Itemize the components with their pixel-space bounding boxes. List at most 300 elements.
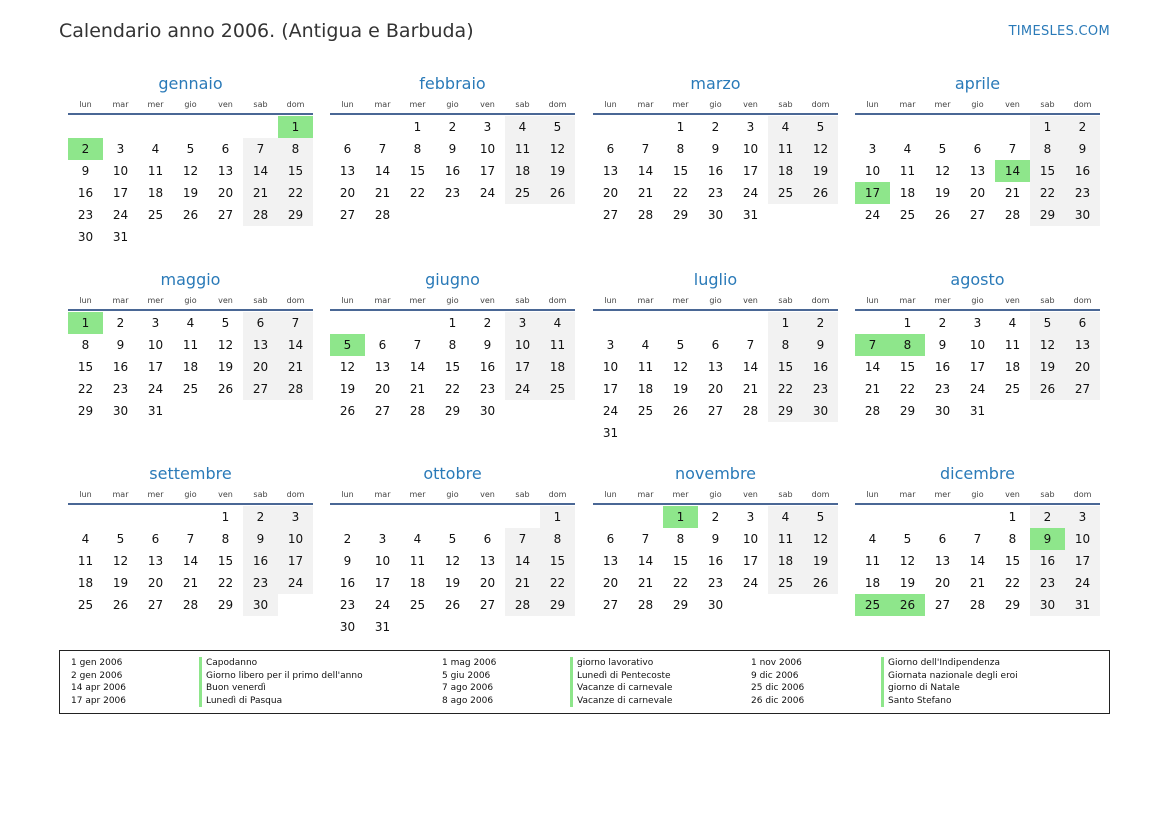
day-cell: 27 bbox=[707, 404, 724, 418]
day-cell: 12 bbox=[803, 528, 838, 550]
day-cell: 25 bbox=[768, 182, 803, 204]
weekday-label: sab bbox=[515, 296, 530, 305]
day-cell: 23 bbox=[77, 208, 94, 222]
weekday-label: mar bbox=[374, 100, 391, 109]
empty-cell bbox=[855, 116, 890, 138]
day-cell: 6 bbox=[973, 142, 982, 156]
day-cell: 2 bbox=[803, 312, 838, 334]
legend-holiday-name: Buon venerdì bbox=[199, 682, 266, 695]
legend-holiday-name: Vacanze di carnevale bbox=[570, 695, 672, 708]
legend-holiday-name: Capodanno bbox=[199, 657, 257, 670]
holiday-day: 1 bbox=[278, 116, 313, 138]
weekday-label: mer bbox=[147, 100, 164, 109]
month-name: agosto bbox=[950, 270, 1005, 289]
day-cell: 3 bbox=[116, 142, 125, 156]
day-cell: 10 bbox=[505, 334, 540, 356]
day-cell: 23 bbox=[444, 186, 461, 200]
day-cell: 24 bbox=[479, 186, 496, 200]
day-cell: 29 bbox=[768, 400, 803, 422]
day-cell: 24 bbox=[602, 404, 619, 418]
day-cell: 16 bbox=[1030, 550, 1065, 572]
day-cell: 8 bbox=[676, 532, 685, 546]
day-cell: 10 bbox=[742, 142, 759, 156]
day-cell: 11 bbox=[1004, 338, 1021, 352]
day-cell: 25 bbox=[540, 378, 575, 400]
day-cell: 2 bbox=[711, 510, 720, 524]
day-cell: 18 bbox=[864, 576, 881, 590]
weekday-label: mer bbox=[934, 100, 951, 109]
empty-cell bbox=[330, 506, 365, 528]
weekday-label: lun bbox=[866, 490, 879, 499]
month-name: maggio bbox=[160, 270, 221, 289]
month-name: giugno bbox=[425, 270, 480, 289]
month-name: dicembre bbox=[939, 464, 1016, 483]
weekday-label: lun bbox=[79, 296, 92, 305]
day-cell: 10 bbox=[864, 164, 881, 178]
day-cell: 10 bbox=[278, 528, 313, 550]
empty-cell bbox=[400, 312, 435, 334]
day-cell: 21 bbox=[637, 576, 654, 590]
legend-date: 8 ago 2006 bbox=[442, 695, 494, 706]
weekday-label: mer bbox=[409, 100, 426, 109]
weekday-label: sab bbox=[253, 296, 268, 305]
day-cell: 31 bbox=[742, 208, 759, 222]
day-cell: 6 bbox=[606, 532, 615, 546]
brand-link[interactable]: TIMESLES.COM bbox=[1008, 24, 1110, 39]
empty-cell bbox=[330, 116, 365, 138]
month-novembre bbox=[593, 463, 838, 616]
month-aprile bbox=[855, 73, 1100, 226]
day-cell: 7 bbox=[413, 338, 422, 352]
weekday-label: ven bbox=[218, 100, 233, 109]
day-cell: 8 bbox=[1030, 138, 1065, 160]
legend-date: 7 ago 2006 bbox=[442, 683, 494, 694]
legend-date: 9 dic 2006 bbox=[751, 670, 799, 681]
weekday-label: ven bbox=[218, 296, 233, 305]
day-cell: 6 bbox=[378, 338, 387, 352]
weekday-label: mar bbox=[899, 100, 916, 109]
month-ottobre bbox=[330, 463, 575, 638]
day-cell: 31 bbox=[374, 620, 391, 634]
day-cell: 18 bbox=[505, 160, 540, 182]
day-cell: 5 bbox=[676, 338, 685, 352]
day-cell: 29 bbox=[1030, 204, 1065, 226]
day-cell: 19 bbox=[339, 382, 356, 396]
weekday-header bbox=[855, 291, 1100, 311]
day-cell: 10 bbox=[479, 142, 496, 156]
day-cell: 18 bbox=[768, 160, 803, 182]
day-cell: 26 bbox=[112, 598, 129, 612]
empty-cell bbox=[103, 506, 138, 528]
day-cell: 14 bbox=[278, 334, 313, 356]
day-cell: 31 bbox=[602, 426, 619, 440]
empty-cell bbox=[960, 116, 995, 138]
legend-date: 1 mag 2006 bbox=[442, 658, 497, 668]
weekday-label: gio bbox=[446, 296, 459, 305]
day-cell: 30 bbox=[707, 208, 724, 222]
weekday-label: lun bbox=[79, 490, 92, 499]
weekday-label: lun bbox=[341, 296, 354, 305]
legend-date: 1 nov 2006 bbox=[751, 658, 802, 668]
weekday-label: dom bbox=[811, 490, 830, 499]
day-cell: 4 bbox=[81, 532, 90, 546]
empty-cell bbox=[855, 312, 890, 334]
month-name: febbraio bbox=[419, 74, 486, 93]
weekday-label: gio bbox=[446, 490, 459, 499]
weekday-label: sab bbox=[1040, 490, 1055, 499]
month-name: marzo bbox=[690, 74, 741, 93]
day-cell: 2 bbox=[483, 316, 492, 330]
day-cell: 3 bbox=[746, 120, 755, 134]
day-cell: 15 bbox=[278, 160, 313, 182]
weekday-label: ven bbox=[218, 490, 233, 499]
day-cell: 1 bbox=[540, 506, 575, 528]
weekday-label: sab bbox=[778, 100, 793, 109]
empty-cell bbox=[890, 116, 925, 138]
day-cell: 6 bbox=[343, 142, 352, 156]
day-cell: 13 bbox=[243, 334, 278, 356]
weekday-label: mar bbox=[899, 490, 916, 499]
month-luglio bbox=[593, 269, 838, 444]
holiday-day: 7 bbox=[855, 334, 890, 356]
day-cell: 15 bbox=[768, 356, 803, 378]
day-cell: 27 bbox=[147, 598, 164, 612]
day-cell: 21 bbox=[243, 182, 278, 204]
day-cell: 9 bbox=[116, 338, 125, 352]
day-cell: 19 bbox=[444, 576, 461, 590]
day-grid bbox=[593, 116, 838, 226]
day-cell: 7 bbox=[186, 532, 195, 546]
day-grid bbox=[593, 312, 838, 444]
day-cell: 1 bbox=[448, 316, 457, 330]
empty-cell bbox=[400, 506, 435, 528]
day-cell: 19 bbox=[540, 160, 575, 182]
day-cell: 28 bbox=[505, 594, 540, 616]
weekday-header bbox=[68, 291, 313, 311]
weekday-label: mer bbox=[934, 490, 951, 499]
day-cell: 18 bbox=[768, 550, 803, 572]
day-cell: 29 bbox=[217, 598, 234, 612]
day-cell: 27 bbox=[1065, 378, 1100, 400]
holiday-day: 25 bbox=[855, 594, 890, 616]
day-cell: 28 bbox=[864, 404, 881, 418]
day-cell: 10 bbox=[969, 338, 986, 352]
day-cell: 28 bbox=[742, 404, 759, 418]
day-cell: 4 bbox=[186, 316, 195, 330]
day-cell: 3 bbox=[278, 506, 313, 528]
empty-cell bbox=[470, 506, 505, 528]
day-cell: 26 bbox=[803, 572, 838, 594]
day-cell: 8 bbox=[448, 338, 457, 352]
day-grid bbox=[855, 312, 1100, 422]
legend-holiday-name: Giorno dell'Indipendenza bbox=[881, 657, 1000, 670]
day-cell: 17 bbox=[1065, 550, 1100, 572]
day-cell: 2 bbox=[116, 316, 125, 330]
day-grid bbox=[68, 116, 313, 248]
day-cell: 23 bbox=[479, 382, 496, 396]
day-cell: 16 bbox=[707, 554, 724, 568]
day-cell: 19 bbox=[934, 186, 951, 200]
day-cell: 1 bbox=[768, 312, 803, 334]
day-cell: 2 bbox=[343, 532, 352, 546]
day-cell: 13 bbox=[479, 554, 496, 568]
day-cell: 25 bbox=[1004, 382, 1021, 396]
day-cell: 12 bbox=[899, 554, 916, 568]
day-cell: 5 bbox=[1030, 312, 1065, 334]
weekday-label: gio bbox=[446, 100, 459, 109]
day-cell: 17 bbox=[742, 164, 759, 178]
empty-cell bbox=[138, 116, 173, 138]
day-cell: 11 bbox=[768, 528, 803, 550]
day-cell: 19 bbox=[217, 360, 234, 374]
day-cell: 6 bbox=[938, 532, 947, 546]
weekday-label: dom bbox=[1073, 100, 1092, 109]
weekday-label: mar bbox=[112, 490, 129, 499]
day-cell: 17 bbox=[602, 382, 619, 396]
day-cell: 13 bbox=[602, 554, 619, 568]
month-febbraio bbox=[330, 73, 575, 226]
holiday-day: 1 bbox=[68, 312, 103, 334]
day-cell: 5 bbox=[186, 142, 195, 156]
day-cell: 18 bbox=[540, 356, 575, 378]
day-cell: 27 bbox=[602, 598, 619, 612]
day-cell: 7 bbox=[641, 532, 650, 546]
day-cell: 14 bbox=[182, 554, 199, 568]
day-cell: 24 bbox=[505, 378, 540, 400]
day-grid bbox=[68, 312, 313, 422]
day-cell: 21 bbox=[278, 356, 313, 378]
month-name: novembre bbox=[674, 464, 757, 483]
day-cell: 29 bbox=[540, 594, 575, 616]
day-cell: 2 bbox=[938, 316, 947, 330]
weekday-label: lun bbox=[341, 490, 354, 499]
holiday-day: 2 bbox=[68, 138, 103, 160]
month-gennaio bbox=[68, 73, 313, 248]
day-cell: 7 bbox=[641, 142, 650, 156]
weekday-label: sab bbox=[778, 490, 793, 499]
weekday-header bbox=[593, 291, 838, 311]
day-cell: 16 bbox=[339, 576, 356, 590]
day-cell: 1 bbox=[1008, 510, 1017, 524]
day-cell: 6 bbox=[243, 312, 278, 334]
day-cell: 9 bbox=[81, 164, 90, 178]
day-cell: 6 bbox=[711, 338, 720, 352]
weekday-label: dom bbox=[286, 296, 305, 305]
day-cell: 27 bbox=[602, 208, 619, 222]
month-settembre bbox=[68, 463, 313, 616]
day-cell: 22 bbox=[1030, 182, 1065, 204]
day-cell: 23 bbox=[707, 576, 724, 590]
day-cell: 13 bbox=[374, 360, 391, 374]
weekday-label: mer bbox=[147, 490, 164, 499]
weekday-label: mer bbox=[147, 296, 164, 305]
day-cell: 4 bbox=[868, 532, 877, 546]
day-cell: 22 bbox=[899, 382, 916, 396]
day-cell: 18 bbox=[899, 186, 916, 200]
day-cell: 16 bbox=[243, 550, 278, 572]
day-grid bbox=[68, 506, 313, 616]
day-cell: 11 bbox=[409, 554, 426, 568]
weekday-label: ven bbox=[1005, 100, 1020, 109]
day-cell: 11 bbox=[147, 164, 164, 178]
day-cell: 19 bbox=[803, 550, 838, 572]
day-cell: 6 bbox=[1065, 312, 1100, 334]
day-cell: 3 bbox=[1065, 506, 1100, 528]
empty-cell bbox=[698, 312, 733, 334]
weekday-label: gio bbox=[184, 296, 197, 305]
weekday-label: dom bbox=[811, 296, 830, 305]
day-cell: 21 bbox=[1004, 186, 1021, 200]
day-cell: 16 bbox=[77, 186, 94, 200]
day-cell: 22 bbox=[672, 576, 689, 590]
day-cell: 14 bbox=[969, 554, 986, 568]
weekday-label: lun bbox=[341, 100, 354, 109]
day-cell: 14 bbox=[374, 164, 391, 178]
empty-cell bbox=[103, 116, 138, 138]
empty-cell bbox=[593, 312, 628, 334]
day-cell: 17 bbox=[112, 186, 129, 200]
day-cell: 31 bbox=[147, 404, 164, 418]
day-cell: 20 bbox=[934, 576, 951, 590]
weekday-label: dom bbox=[1073, 490, 1092, 499]
day-cell: 9 bbox=[448, 142, 457, 156]
day-cell: 25 bbox=[409, 598, 426, 612]
day-cell: 22 bbox=[540, 572, 575, 594]
weekday-label: dom bbox=[286, 490, 305, 499]
weekday-header bbox=[68, 95, 313, 115]
empty-cell bbox=[505, 506, 540, 528]
day-cell: 15 bbox=[77, 360, 94, 374]
weekday-label: mer bbox=[409, 490, 426, 499]
day-cell: 30 bbox=[112, 404, 129, 418]
day-cell: 4 bbox=[768, 506, 803, 528]
day-cell: 30 bbox=[934, 404, 951, 418]
month-agosto bbox=[855, 269, 1100, 422]
day-cell: 16 bbox=[803, 356, 838, 378]
day-cell: 20 bbox=[217, 186, 234, 200]
legend-holiday-name: Lunedì di Pentecoste bbox=[570, 670, 671, 683]
day-cell: 24 bbox=[742, 576, 759, 590]
day-cell: 20 bbox=[339, 186, 356, 200]
day-cell: 27 bbox=[479, 598, 496, 612]
day-cell: 12 bbox=[217, 338, 234, 352]
day-cell: 28 bbox=[637, 208, 654, 222]
empty-cell bbox=[628, 312, 663, 334]
day-cell: 2 bbox=[1030, 506, 1065, 528]
day-cell: 18 bbox=[77, 576, 94, 590]
weekday-header bbox=[593, 95, 838, 115]
holiday-day: 1 bbox=[663, 506, 698, 528]
day-cell: 16 bbox=[707, 164, 724, 178]
legend-holiday-name: Santo Stefano bbox=[881, 695, 952, 708]
day-cell: 13 bbox=[217, 164, 234, 178]
empty-cell bbox=[663, 312, 698, 334]
day-cell: 8 bbox=[540, 528, 575, 550]
day-cell: 9 bbox=[483, 338, 492, 352]
weekday-label: lun bbox=[866, 296, 879, 305]
holiday-day: 26 bbox=[890, 594, 925, 616]
day-cell: 9 bbox=[711, 142, 720, 156]
holiday-legend bbox=[59, 650, 1110, 714]
weekday-header bbox=[330, 291, 575, 311]
holiday-day: 8 bbox=[890, 334, 925, 356]
day-cell: 21 bbox=[969, 576, 986, 590]
day-cell: 21 bbox=[182, 576, 199, 590]
day-cell: 11 bbox=[637, 360, 654, 374]
weekday-header bbox=[330, 485, 575, 505]
day-cell: 8 bbox=[1008, 532, 1017, 546]
day-cell: 12 bbox=[1030, 334, 1065, 356]
day-cell: 27 bbox=[969, 208, 986, 222]
day-cell: 3 bbox=[378, 532, 387, 546]
weekday-label: mer bbox=[934, 296, 951, 305]
weekday-label: ven bbox=[480, 490, 495, 499]
day-cell: 3 bbox=[483, 120, 492, 134]
day-cell: 8 bbox=[278, 138, 313, 160]
day-cell: 7 bbox=[243, 138, 278, 160]
day-cell: 21 bbox=[374, 186, 391, 200]
day-cell: 23 bbox=[934, 382, 951, 396]
day-cell: 15 bbox=[899, 360, 916, 374]
day-cell: 10 bbox=[374, 554, 391, 568]
weekday-label: sab bbox=[1040, 100, 1055, 109]
day-cell: 12 bbox=[803, 138, 838, 160]
day-cell: 4 bbox=[151, 142, 160, 156]
day-cell: 26 bbox=[1030, 378, 1065, 400]
weekday-label: dom bbox=[548, 296, 567, 305]
day-cell: 26 bbox=[217, 382, 234, 396]
legend-date: 25 dic 2006 bbox=[751, 683, 805, 694]
day-cell: 12 bbox=[540, 138, 575, 160]
empty-cell bbox=[243, 116, 278, 138]
day-cell: 17 bbox=[969, 360, 986, 374]
day-cell: 24 bbox=[374, 598, 391, 612]
month-name: luglio bbox=[693, 270, 738, 289]
weekday-label: gio bbox=[709, 296, 722, 305]
weekday-label: sab bbox=[515, 490, 530, 499]
day-cell: 4 bbox=[903, 142, 912, 156]
day-cell: 20 bbox=[374, 382, 391, 396]
day-cell: 30 bbox=[479, 404, 496, 418]
day-cell: 28 bbox=[374, 208, 391, 222]
day-cell: 5 bbox=[540, 116, 575, 138]
day-cell: 16 bbox=[934, 360, 951, 374]
day-cell: 28 bbox=[1004, 208, 1021, 222]
day-cell: 22 bbox=[278, 182, 313, 204]
day-cell: 23 bbox=[112, 382, 129, 396]
day-cell: 15 bbox=[1030, 160, 1065, 182]
day-cell: 1 bbox=[903, 316, 912, 330]
day-cell: 10 bbox=[112, 164, 129, 178]
weekday-label: mer bbox=[672, 296, 689, 305]
month-dicembre bbox=[855, 463, 1100, 616]
day-cell: 30 bbox=[1065, 204, 1100, 226]
day-cell: 3 bbox=[868, 142, 877, 156]
empty-cell bbox=[68, 506, 103, 528]
day-cell: 24 bbox=[278, 572, 313, 594]
day-cell: 22 bbox=[77, 382, 94, 396]
day-cell: 22 bbox=[1004, 576, 1021, 590]
weekday-header bbox=[68, 485, 313, 505]
day-cell: 27 bbox=[217, 208, 234, 222]
day-cell: 26 bbox=[444, 598, 461, 612]
day-cell: 9 bbox=[711, 532, 720, 546]
day-cell: 13 bbox=[339, 164, 356, 178]
day-cell: 15 bbox=[672, 554, 689, 568]
weekday-label: sab bbox=[778, 296, 793, 305]
weekday-label: mar bbox=[637, 490, 654, 499]
day-cell: 13 bbox=[934, 554, 951, 568]
